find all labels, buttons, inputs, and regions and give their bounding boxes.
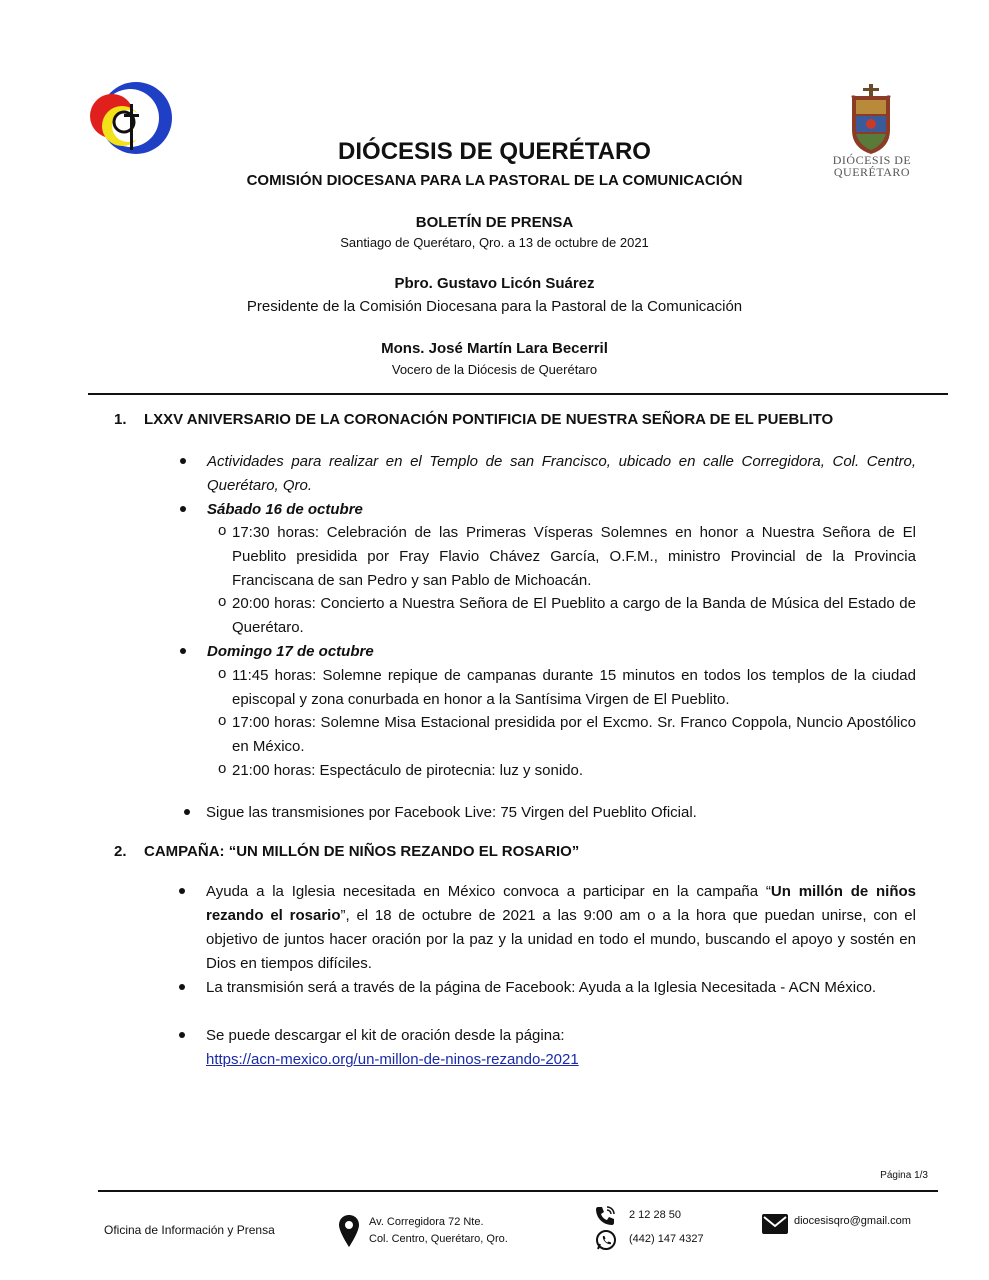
day1-item-1: 17:30 horas: Celebración de las Primeras Vísperas Solemnes en honor a Nuestra Señora de El Pueblito presidida por Fray Flavio Chávez García, O.F.M., ministro Provincial de la Provincia Franciscana de san Pedro y san Pablo de Michoacán.	[232, 524, 916, 589]
address-line-1: Av. Corregidora 72 Nte.	[369, 1216, 484, 1228]
email-address: diocesisqro@gmail.com	[794, 1215, 911, 1227]
campaign-name: Un millón de niños rezando el rosario	[206, 883, 917, 924]
bullet-icon	[179, 1032, 185, 1038]
section2-p1-text-a: Ayuda a la Iglesia necesitada en México convoca a participar en la campaña “	[206, 883, 771, 900]
phone-number: 2 12 28 50	[629, 1209, 681, 1221]
sub-bullet-icon: o	[218, 593, 227, 610]
sub-bullet-icon: o	[218, 522, 227, 539]
person2-role: Vocero de la Diócesis de Querétaro	[391, 362, 598, 377]
bullet-icon	[179, 984, 185, 990]
person2-name: Mons. José Martín Lara Becerril	[381, 340, 608, 357]
section1-intro: Actividades para realizar en el Templo de san Francisco, ubicado en calle Corregidora, Col. Centro, Querétaro, Qro.	[207, 453, 916, 494]
section2-paragraph-2: La transmisión será a través de la página de Facebook: Ayuda a la Iglesia Necesitada - ACN México.	[206, 979, 877, 996]
bullet-icon	[180, 506, 186, 512]
sub-bullet-icon: o	[218, 760, 227, 777]
place-date: Santiago de Querétaro, Qro. a 13 de octubre de 2021	[340, 235, 649, 250]
person1-role: Presidente de la Comisión Diocesana para la Pastoral de la Comunicación	[246, 298, 743, 315]
bullet-icon	[180, 648, 186, 654]
whatsapp-icon	[595, 1229, 617, 1251]
campaign-link[interactable]: https://acn-mexico.org/un-millon-de-ninos-rezando-2021	[206, 1051, 579, 1068]
day1-item-2: 20:00 horas: Concierto a Nuestra Señora de El Pueblito a cargo de la Banda de Música del Estado de Querétaro.	[232, 595, 916, 636]
day2-item-3: 21:00 horas: Espectáculo de pirotecnia: luz y sonido.	[232, 762, 584, 779]
sub-bullet-icon: o	[218, 712, 227, 729]
sub-bullet-icon: o	[218, 665, 227, 682]
page-title: DIÓCESIS DE QUERÉTARO	[338, 138, 651, 165]
section1-heading: LXXV ANIVERSARIO DE LA CORONACIÓN PONTIFICIA DE NUESTRA SEÑORA DE EL PUEBLITO	[144, 411, 834, 428]
section2-number: 2.	[114, 843, 127, 860]
bullet-icon	[179, 888, 185, 894]
whatsapp-number: (442) 147 4327	[629, 1233, 704, 1245]
section2-heading: CAMPAÑA: “UN MILLÓN DE NIÑOS REZANDO EL ROSARIO”	[144, 843, 580, 860]
section1-number: 1.	[114, 411, 127, 428]
seal-caption-2: QUERÉTARO	[833, 165, 911, 179]
section2-paragraph-3: Se puede descargar el kit de oración desde la página:	[206, 1027, 565, 1044]
phone-icon	[594, 1205, 616, 1227]
address-line-2: Col. Centro, Querétaro, Qro.	[369, 1233, 508, 1245]
person1-name: Pbro. Gustavo Licón Suárez	[394, 275, 595, 292]
bullet-icon	[180, 458, 186, 464]
section1-follow: Sigue las transmisiones por Facebook Live: 75 Virgen del Pueblito Oficial.	[206, 804, 697, 821]
section2-paragraph-1	[206, 880, 916, 976]
day1-heading: Sábado 16 de octubre	[207, 501, 363, 518]
bullet-icon	[184, 809, 190, 815]
seal-caption-1: DIÓCESIS DE	[832, 153, 912, 167]
day2-item-2: 17:00 horas: Solemne Misa Estacional presidida por el Excmo. Sr. Franco Coppola, Nuncio Apostólico en México.	[232, 714, 916, 755]
header-divider	[88, 393, 948, 395]
footer-divider	[98, 1190, 938, 1192]
office-name: Oficina de Información y Prensa	[104, 1223, 275, 1237]
day2-item-1: 11:45 horas: Solemne repique de campanas durante 15 minutos en todos los templos de la ciudad episcopal y zona conurbada en honor a la Santísima Virgen de El Pueblito.	[232, 667, 916, 708]
location-pin-icon	[339, 1215, 359, 1247]
day2-heading: Domingo 17 de octubre	[207, 643, 374, 660]
section2-p1-text-b: ”, el 18 de octubre de 2021 a las 9:00 am o a la hora que puedan unirse, con el objetivo de juntos hacer oración por la paz y la unidad en todo el mundo, buscando el apoyo y sostén en Dios en tiempos difíciles.	[206, 907, 916, 972]
envelope-icon	[762, 1214, 788, 1234]
page-subtitle: COMISIÓN DIOCESANA PARA LA PASTORAL DE LA COMUNICACIÓN	[246, 172, 743, 189]
bulletin-label: BOLETÍN DE PRENSA	[415, 214, 574, 231]
page-number: Página 1/3	[880, 1170, 928, 1181]
